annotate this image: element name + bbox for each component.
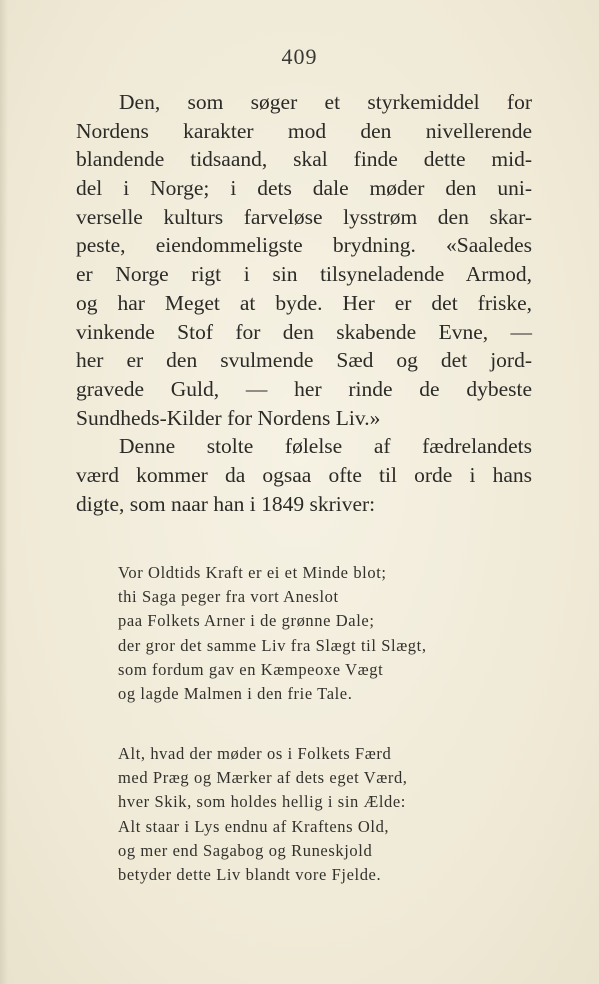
poem-stanza-1 bbox=[118, 561, 518, 706]
verse-line: Alt staar i Lys endnu af Kraftens Old, bbox=[118, 816, 390, 836]
text-line: er Norge rigt i sin tilsyneladende Armod, bbox=[76, 262, 532, 287]
text-line: værd kommer da ogsaa ofte til orde i hans bbox=[76, 462, 532, 487]
page-edge-shadow bbox=[0, 0, 8, 984]
text-line: vinkende Stof for den skabende Evne, — bbox=[76, 319, 532, 344]
verse-line: og lagde Malmen i den frie Tale. bbox=[118, 683, 353, 703]
verse-line: paa Folkets Arner i de grønne Dale; bbox=[118, 611, 375, 631]
text-line: del i Norge; i dets dale møder den uni- bbox=[76, 176, 532, 201]
verse-line: betyder dette Liv blandt vore Fjelde. bbox=[118, 864, 382, 884]
text-line: blandende tidsaand, skal finde dette mid- bbox=[76, 147, 532, 172]
verse-line: Vor Oldtids Kraft er ei et Minde blot; bbox=[118, 563, 387, 582]
text-line: og har Meget at byde. Her er det friske, bbox=[76, 290, 532, 315]
verse-line: med Præg og Mærker af dets eget Værd, bbox=[118, 768, 408, 788]
text-line: gravede Guld, — her rinde de dybeste bbox=[76, 376, 532, 401]
verse-line: Alt, hvad der møder os i Folkets Færd bbox=[118, 744, 392, 763]
poem-stanza-2 bbox=[118, 742, 518, 887]
verse-line: og mer end Sagabog og Runeskjold bbox=[118, 840, 373, 860]
text-line: Den, som søger et styrkemiddel for bbox=[119, 90, 532, 114]
page-number: 409 bbox=[281, 44, 318, 69]
verse-line: thi Saga peger fra vort Aneslot bbox=[118, 587, 339, 607]
text-line: digte, som naar han i 1849 skriver: bbox=[76, 491, 376, 516]
verse-line: der gror det samme Liv fra Slægt til Slægt, bbox=[118, 635, 427, 655]
text-line: peste, eiendommeligste brydning. «Saaledes bbox=[76, 233, 532, 258]
text-line: verselle kulturs farveløse lysstrøm den skar- bbox=[76, 204, 532, 229]
verse-line: hver Skik, som holdes hellig i sin Ælde: bbox=[118, 792, 406, 812]
body-text bbox=[76, 88, 532, 518]
verse-line: som fordum gav en Kæmpeoxe Vægt bbox=[118, 659, 384, 679]
text-line: Sundheds-Kilder for Nordens Liv.» bbox=[76, 405, 381, 430]
text-line: Denne stolte følelse af fædrelandets bbox=[119, 434, 532, 459]
text-line: her er den svulmende Sæd og det jord- bbox=[76, 348, 532, 373]
text-line: Nordens karakter mod den nivellerende bbox=[76, 118, 532, 143]
